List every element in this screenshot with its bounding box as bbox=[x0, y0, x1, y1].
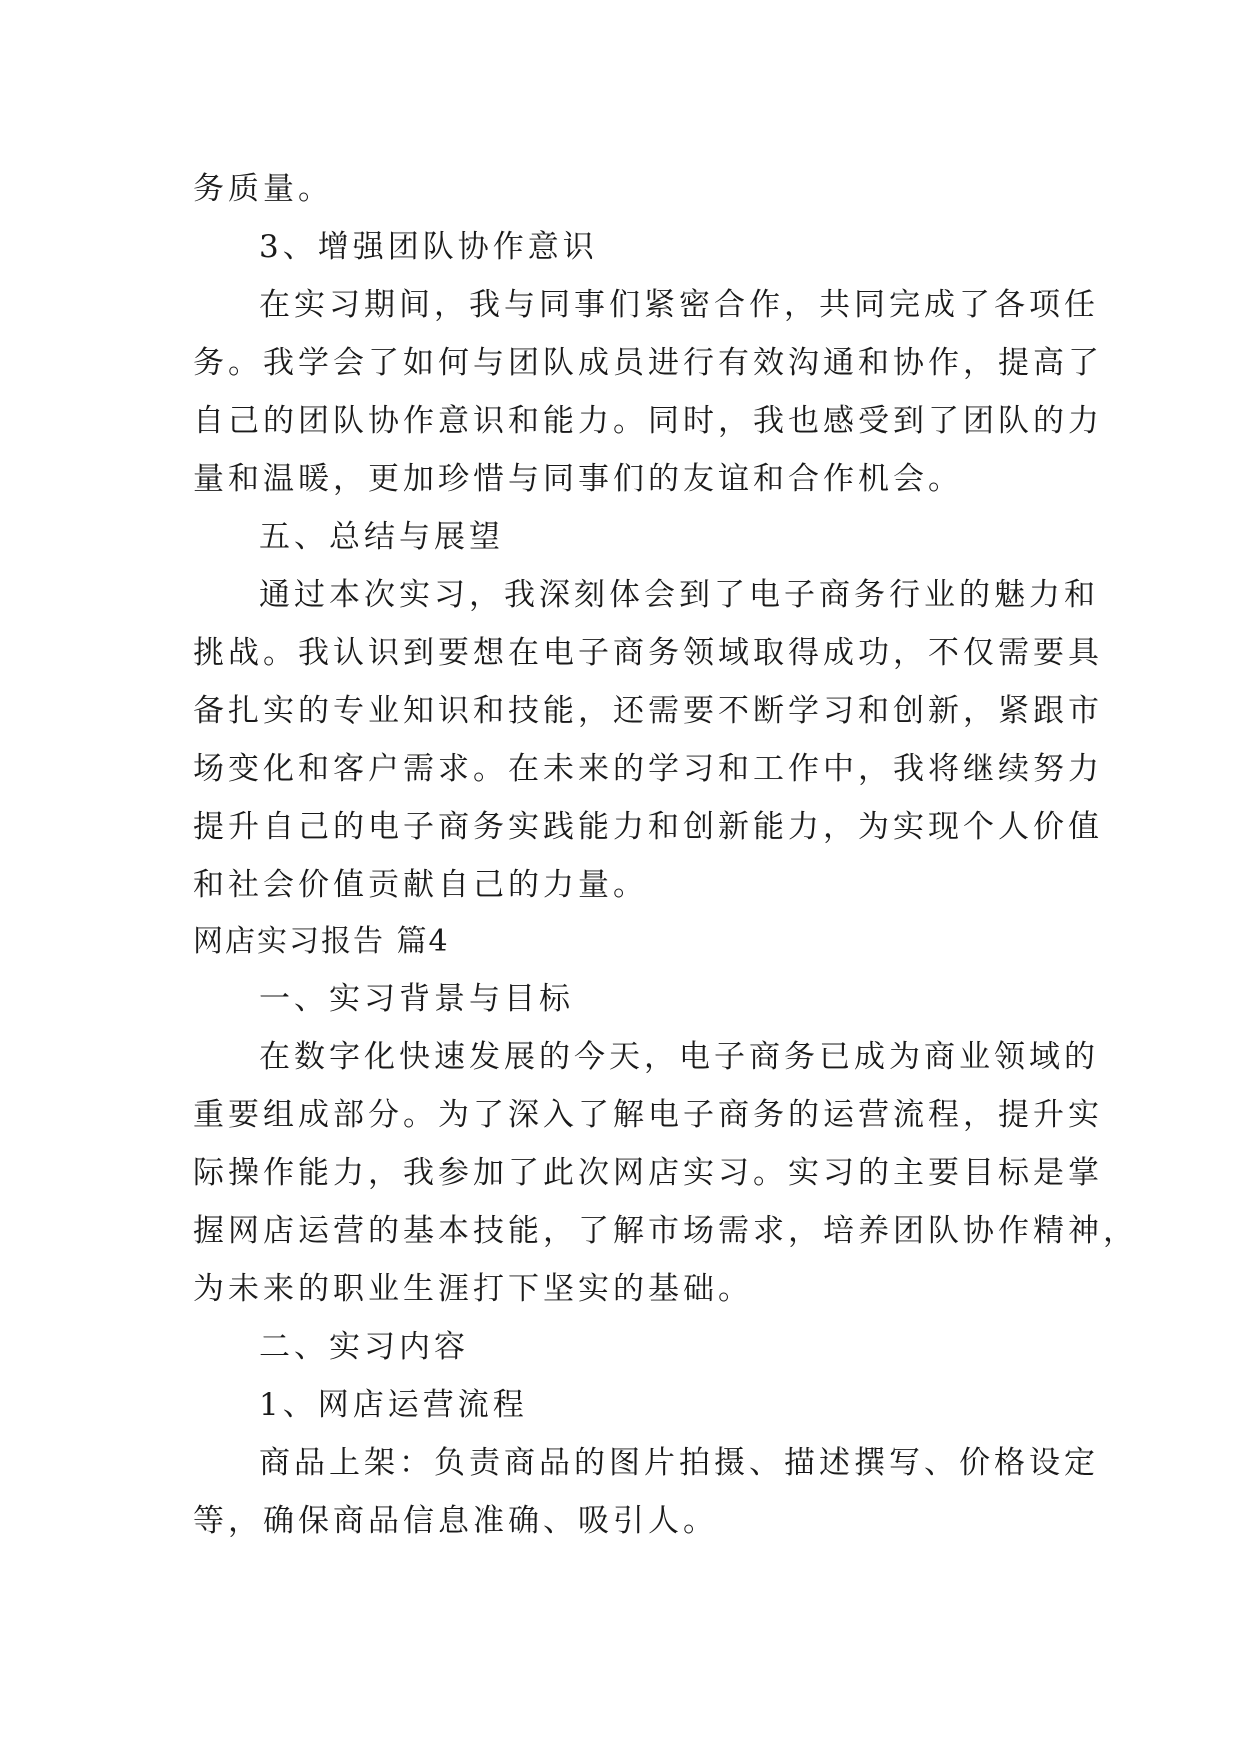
paragraph-line: 提升自己的电子商务实践能力和创新能力，为实现个人价值 bbox=[193, 809, 1103, 845]
section-heading: 1、网店运营流程 bbox=[259, 1387, 528, 1423]
report-title: 网店实习报告 篇4 bbox=[193, 924, 450, 959]
section-heading: 五、总结与展望 bbox=[259, 519, 504, 555]
paragraph-line: 务。我学会了如何与团队成员进行有效沟通和协作，提高了 bbox=[193, 345, 1103, 381]
paragraph-line: 握网店运营的基本技能，了解市场需求，培养团队协作精神， bbox=[193, 1213, 1138, 1249]
paragraph-line: 等，确保商品信息准确、吸引人。 bbox=[193, 1503, 718, 1539]
paragraph-line: 通过本次实习，我深刻体会到了电子商务行业的魅力和 bbox=[259, 577, 1099, 613]
section-heading: 二、实习内容 bbox=[259, 1329, 469, 1365]
paragraph-line: 在实习期间，我与同事们紧密合作，共同完成了各项任 bbox=[259, 287, 1099, 323]
paragraph-line: 为未来的职业生涯打下坚实的基础。 bbox=[193, 1271, 753, 1307]
paragraph-line: 和社会价值贡献自己的力量。 bbox=[193, 867, 648, 903]
paragraph-line: 备扎实的专业知识和技能，还需要不断学习和创新，紧跟市 bbox=[193, 693, 1103, 729]
paragraph-line: 务质量。 bbox=[193, 171, 333, 207]
paragraph-line: 挑战。我认识到要想在电子商务领域取得成功，不仅需要具 bbox=[193, 635, 1103, 671]
paragraph-line: 际操作能力，我参加了此次网店实习。实习的主要目标是掌 bbox=[193, 1155, 1103, 1191]
document-page bbox=[193, 160, 1138, 1550]
section-heading: 一、实习背景与目标 bbox=[259, 981, 574, 1017]
paragraph-line: 量和温暖，更加珍惜与同事们的友谊和合作机会。 bbox=[193, 461, 963, 497]
paragraph-line: 场变化和客户需求。在未来的学习和工作中，我将继续努力 bbox=[193, 751, 1103, 787]
paragraph-line: 在数字化快速发展的今天，电子商务已成为商业领域的 bbox=[259, 1039, 1099, 1075]
paragraph-line: 商品上架：负责商品的图片拍摄、描述撰写、价格设定 bbox=[259, 1445, 1099, 1481]
section-heading: 3、增强团队协作意识 bbox=[259, 229, 598, 265]
paragraph-line: 重要组成部分。为了深入了解电子商务的运营流程，提升实 bbox=[193, 1097, 1103, 1133]
paragraph-line: 自己的团队协作意识和能力。同时，我也感受到了团队的力 bbox=[193, 403, 1103, 439]
